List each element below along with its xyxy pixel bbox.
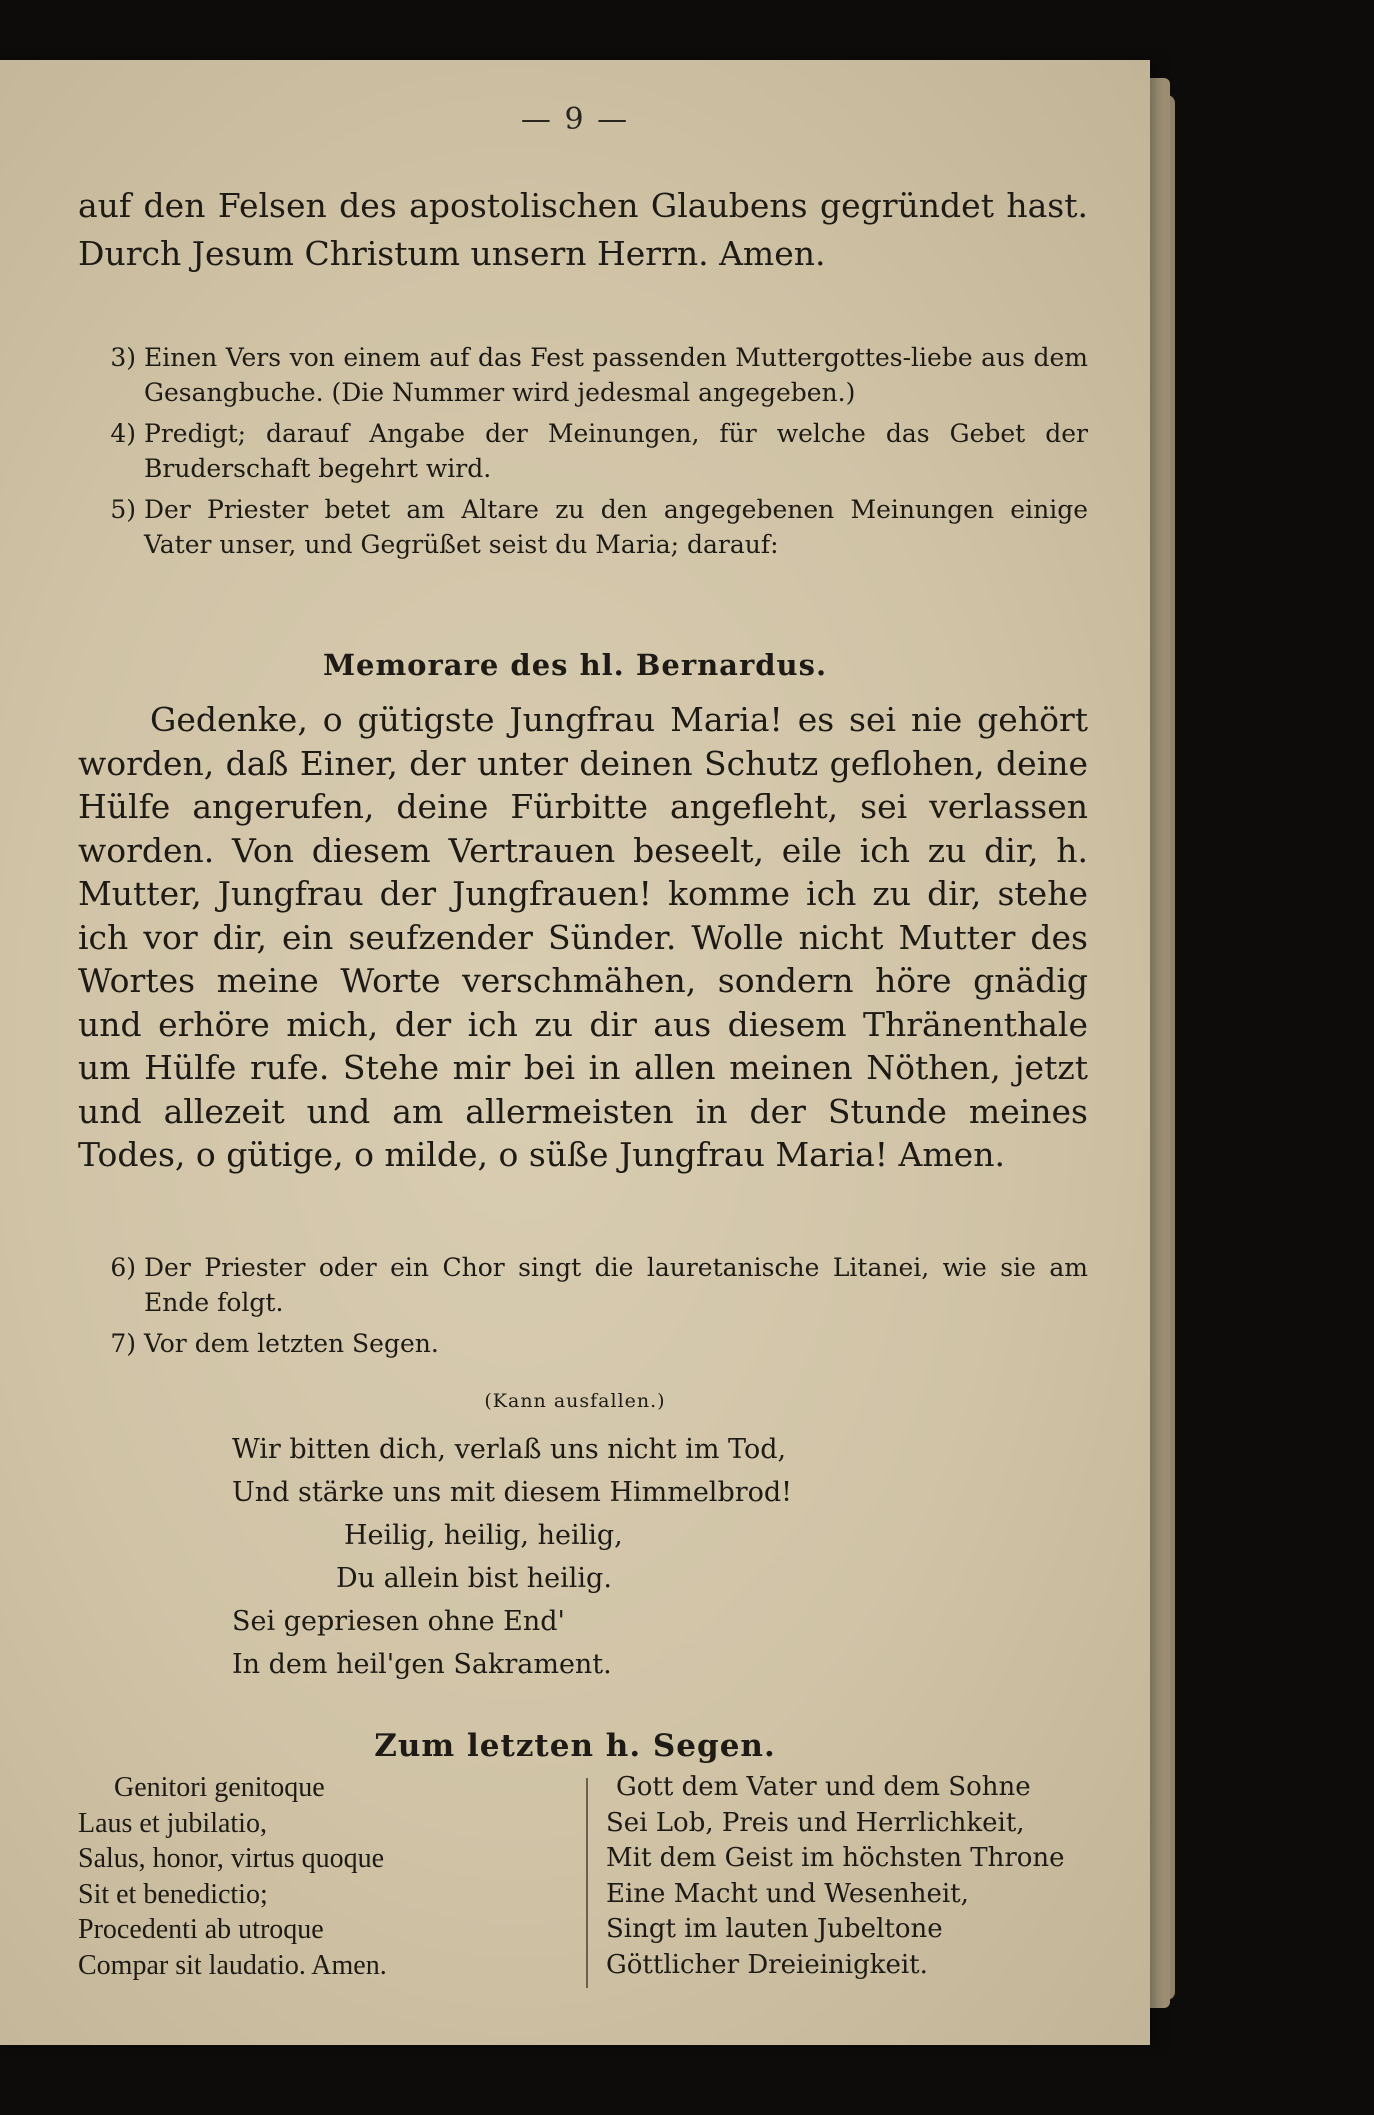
verse-line: Mit dem Geist im höchsten Throne	[606, 1843, 1065, 1873]
list-item	[78, 1250, 1088, 1320]
hymn-line: Sei gepriesen ohne End'	[232, 1606, 565, 1637]
item-text: Predigt; darauf Angabe der Meinungen, für welche das Gebet der Bruderschaft begehrt wird.	[144, 419, 1088, 483]
verse-line: Laus et jubilatio,	[78, 1807, 267, 1839]
hymn-line: Du allein bist heilig.	[336, 1563, 612, 1594]
hymn-line: Wir bitten dich, verlaß uns nicht im Tod,	[232, 1434, 787, 1465]
item-number: 7)	[110, 1329, 136, 1358]
verse-line: Göttlicher Dreieinigkeit.	[606, 1949, 928, 1980]
book-page	[0, 60, 1150, 2045]
hymn-line: Heilig, heilig, heilig,	[344, 1520, 623, 1551]
hymn-line: Und stärke uns mit diesem Himmelbrod!	[232, 1477, 793, 1508]
latin-verse	[78, 1770, 578, 1983]
verse-line: Singt im lauten Jubeltone	[606, 1914, 943, 1944]
item-text: Einen Vers von einem auf das Fest passenden Muttergottes-liebe aus dem Gesangbuche. (Die Nummer wird jedesmal angegeben.)	[144, 343, 1088, 407]
verse-line: Procedenti ab utroque	[78, 1914, 324, 1945]
item-number: 5)	[110, 495, 136, 524]
item-text: Vor dem letzten Segen.	[144, 1329, 439, 1358]
page-number: — 9 —	[520, 102, 630, 137]
verse-line: Eine Macht und Wesenheit,	[606, 1878, 969, 1909]
lead-text: auf den Felsen des apostolischen Glaubens gegründet hast. Durch Jesum Christum unsern Herrn. Amen.	[78, 186, 1088, 273]
column-divider	[586, 1778, 588, 1988]
numbered-list-b	[78, 1250, 1088, 1367]
memorare-heading: Memorare des hl. Bernardus.	[322, 648, 828, 682]
verse-line: Compar sit laudatio. Amen.	[78, 1949, 387, 1981]
item-number: 6)	[110, 1253, 136, 1282]
verse-line: Genitori genitoque	[114, 1772, 325, 1803]
segen-heading: Zum letzten h. Segen.	[374, 1728, 776, 1764]
optional-note: (Kann ausfallen.)	[484, 1390, 666, 1412]
list-item	[78, 340, 1088, 410]
verse-line: Sei Lob, Preis und Herrlichkeit,	[606, 1807, 1025, 1838]
hymn-verse	[232, 1428, 792, 1686]
item-number: 4)	[110, 419, 136, 448]
item-text: Der Priester betet am Altare zu den angegebenen Meinungen einige Vater unser, und Gegrüßet seist du Maria; darauf:	[144, 495, 1088, 559]
verse-line: Sit et benedictio;	[78, 1878, 268, 1910]
numbered-list-a	[78, 340, 1088, 568]
item-number: 3)	[110, 343, 136, 372]
verse-line: Gott dem Vater und dem Sohne	[616, 1772, 1031, 1802]
list-item	[78, 416, 1088, 486]
item-text: Der Priester oder ein Chor singt die lauretanische Litanei, wie sie am Ende folgt.	[144, 1253, 1088, 1317]
verse-line: Salus, honor, virtus quoque	[78, 1843, 385, 1874]
german-verse	[606, 1770, 1096, 1983]
hymn-line: In dem heil'gen Sakrament.	[232, 1649, 612, 1680]
list-item	[78, 1326, 1088, 1361]
memorare-prayer: Gedenke, o gütigste Jungfrau Maria! es sei nie gehört worden, daß Einer, der unter deinen Schutz geflohen, deine Hülfe angerufen, deine Fürbitte angefleht, sei verlassen worden. Von diesem Vertrauen beseelt, eile ich zu dir, h. Mutter, Jungfrau der Jungfrauen! komme ich zu dir, stehe ich vor dir, ein seufzender Sünder. Wolle nicht Mutter des Wortes meine Worte verschmähen, sondern höre gnädig und erhöre mich, der ich zu dir aus diesem Thränenthale um Hülfe rufe. Stehe mir bei in allen meinen Nöthen, jetzt und allezeit und am allermeisten in der Stunde meines Todes, o gütige, o milde, o süße Jungfrau Maria! Amen.	[78, 700, 1088, 1174]
list-item	[78, 492, 1088, 562]
